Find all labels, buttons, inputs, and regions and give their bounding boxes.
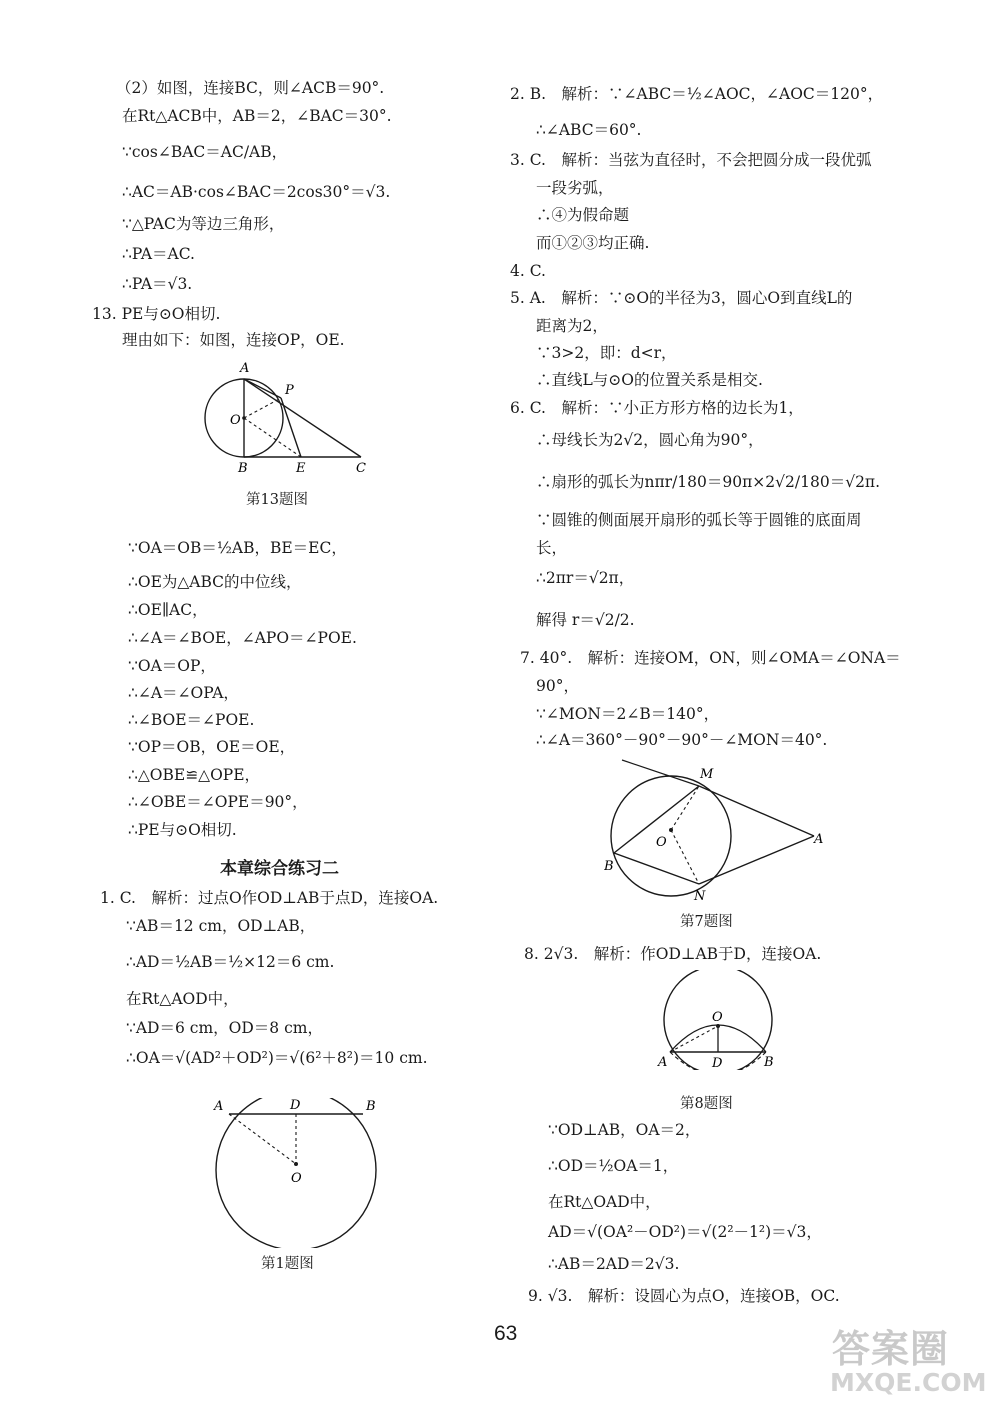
text-line: 在Rt△OAD中， bbox=[548, 1193, 661, 1211]
label-P: P bbox=[285, 383, 294, 398]
text-line: ∴④为假命题 bbox=[536, 206, 630, 224]
text-line: ∴OA＝√(AD²＋OD²)＝√(6²＋8²)＝10 cm. bbox=[126, 1049, 428, 1067]
text-line: ∵OD⊥AB，OA＝2， bbox=[548, 1121, 701, 1139]
label-N: N bbox=[694, 889, 706, 904]
text-line: 一段劣弧， bbox=[536, 179, 614, 197]
figure-13-caption: 第13题图 bbox=[246, 492, 308, 508]
text-line: ∵圆锥的侧面展开扇形的弧长等于圆锥的底面周 bbox=[536, 511, 862, 529]
label-D: D bbox=[712, 1056, 723, 1070]
text-line: ∴OE∥AC， bbox=[128, 601, 208, 619]
text-line: ∴∠A＝360°－90°－90°－∠MON＝40°. bbox=[536, 731, 828, 749]
figure-13-diagram bbox=[196, 360, 376, 472]
text-line: ∴OD＝½OA＝1， bbox=[548, 1157, 679, 1175]
text-line: ∵△PAC为等边三角形， bbox=[122, 215, 285, 233]
text-line: 90°， bbox=[536, 677, 579, 695]
text-line: ∴∠A＝∠BOE，∠APO＝∠POE. bbox=[128, 629, 357, 647]
question-4-answer: 4. C. bbox=[510, 262, 546, 280]
question-1-answer: 1. C. 解析：过点O作OD⊥AB于点D，连接OA. bbox=[100, 889, 439, 907]
page-number: 63 bbox=[494, 1322, 518, 1345]
label-B: B bbox=[238, 461, 248, 472]
question-2-answer: 2. B. 解析：∵∠ABC＝½∠AOC，∠AOC＝120°， bbox=[510, 85, 884, 103]
label-A: A bbox=[240, 361, 250, 376]
text-line: ∴PE与⊙O相切. bbox=[128, 821, 237, 839]
figure-7-caption: 第7题图 bbox=[680, 914, 733, 930]
watermark-logo bbox=[830, 1318, 995, 1403]
text-line: ∵cos∠BAC＝AC/AB， bbox=[122, 143, 288, 161]
text-line: AD＝√(OA²－OD²)＝√(2²－1²)＝√3， bbox=[548, 1223, 822, 1241]
figure-1-diagram bbox=[206, 1098, 386, 1248]
figure-8-caption: 第8题图 bbox=[680, 1096, 733, 1112]
figure-8-diagram bbox=[656, 970, 776, 1070]
label-D: D bbox=[290, 1098, 301, 1113]
label-O: O bbox=[656, 835, 667, 850]
label-C: C bbox=[356, 461, 366, 472]
text-line: ∴PA＝AC. bbox=[122, 245, 195, 263]
label-A: A bbox=[814, 832, 824, 847]
label-B: B bbox=[366, 1099, 376, 1114]
text-line: ∴∠ABC＝60°. bbox=[536, 121, 642, 139]
label-A: A bbox=[658, 1055, 668, 1070]
figure-7-diagram bbox=[604, 758, 834, 908]
text-line: 在Rt△ACB中，AB＝2，∠BAC＝30°. bbox=[122, 107, 392, 125]
text-line: ∴扇形的弧长为nπr/180＝90π×2√2/180＝√2π. bbox=[536, 473, 881, 491]
text-line: ∴AC＝AB·cos∠BAC＝2cos30°＝√3. bbox=[122, 183, 391, 201]
label-B: B bbox=[764, 1055, 774, 1070]
question-13-answer: 13. PE与⊙O相切. bbox=[92, 305, 221, 323]
text-line: ∴PA＝√3. bbox=[122, 275, 193, 293]
text-line: ∵3>2，即：d<r， bbox=[536, 344, 677, 362]
text-line: ∴∠OBE＝∠OPE＝90°， bbox=[128, 793, 308, 811]
text-line: 解得 r＝√2/2. bbox=[536, 611, 635, 629]
label-M: M bbox=[700, 767, 714, 782]
text-line: ∴AD＝½AB＝½×12＝6 cm. bbox=[126, 953, 335, 971]
section-title: 本章综合练习二 bbox=[220, 859, 339, 879]
text-line: （2）如图，连接BC，则∠ACB＝90°. bbox=[116, 79, 385, 97]
question-6-answer: 6. C. 解析：∵小正方形方格的边长为1， bbox=[510, 399, 804, 417]
text-line: ∴母线长为2√2，圆心角为90°， bbox=[536, 431, 764, 449]
text-line: 理由如下：如图，连接OP，OE. bbox=[122, 331, 345, 349]
label-E: E bbox=[296, 461, 306, 472]
text-line: 长， bbox=[536, 539, 568, 557]
text-line: 而①②③均正确. bbox=[536, 234, 650, 252]
label-O: O bbox=[712, 1010, 723, 1025]
text-line: 距离为2， bbox=[536, 317, 608, 335]
text-line: ∵∠MON＝2∠B＝140°， bbox=[536, 705, 720, 723]
text-line: ∵AB＝12 cm，OD⊥AB， bbox=[126, 917, 316, 935]
question-3-answer: 3. C. 解析：当弦为直径时，不会把圆分成一段优弧 bbox=[510, 151, 872, 169]
text-line: ∵AD＝6 cm，OD＝8 cm， bbox=[126, 1019, 323, 1037]
text-line: 在Rt△AOD中， bbox=[126, 990, 239, 1008]
question-5-answer: 5. A. 解析：∵⊙O的半径为3，圆心O到直线L的 bbox=[510, 289, 853, 307]
text-line: ∴2πr＝√2π， bbox=[536, 569, 635, 587]
figure-1-caption: 第1题图 bbox=[261, 1256, 314, 1272]
watermark-top-text: 答案圈 bbox=[832, 1327, 950, 1371]
text-line: ∵OA＝OP， bbox=[128, 657, 216, 675]
label-O: O bbox=[230, 413, 241, 428]
text-line: ∴∠BOE＝∠POE. bbox=[128, 711, 255, 729]
question-9-answer: 9. √3. 解析：设圆心为点O，连接OB，OC. bbox=[528, 1287, 840, 1305]
text-line: ∵OA＝OB＝½AB，BE＝EC， bbox=[128, 539, 347, 557]
question-7-answer: 7. 40°. 解析：连接OM，ON，则∠OMA＝∠ONA＝ bbox=[520, 649, 901, 667]
text-line: ∴直线L与⊙O的位置关系是相交. bbox=[536, 371, 763, 389]
label-A: A bbox=[214, 1099, 224, 1114]
text-line: ∵OP＝OB，OE＝OE， bbox=[128, 738, 296, 756]
text-line: ∴AB＝2AD＝2√3. bbox=[548, 1255, 680, 1273]
text-line: ∴OE为△ABC的中位线， bbox=[128, 573, 302, 591]
text-line: ∴∠A＝∠OPA， bbox=[128, 684, 239, 702]
question-8-answer: 8. 2√3. 解析：作OD⊥AB于D，连接OA. bbox=[524, 945, 822, 963]
label-O: O bbox=[291, 1171, 302, 1186]
text-line: ∴△OBE≌△OPE， bbox=[128, 766, 261, 784]
watermark-bottom-text: MXQE.COM bbox=[830, 1368, 987, 1397]
label-B: B bbox=[604, 859, 614, 874]
